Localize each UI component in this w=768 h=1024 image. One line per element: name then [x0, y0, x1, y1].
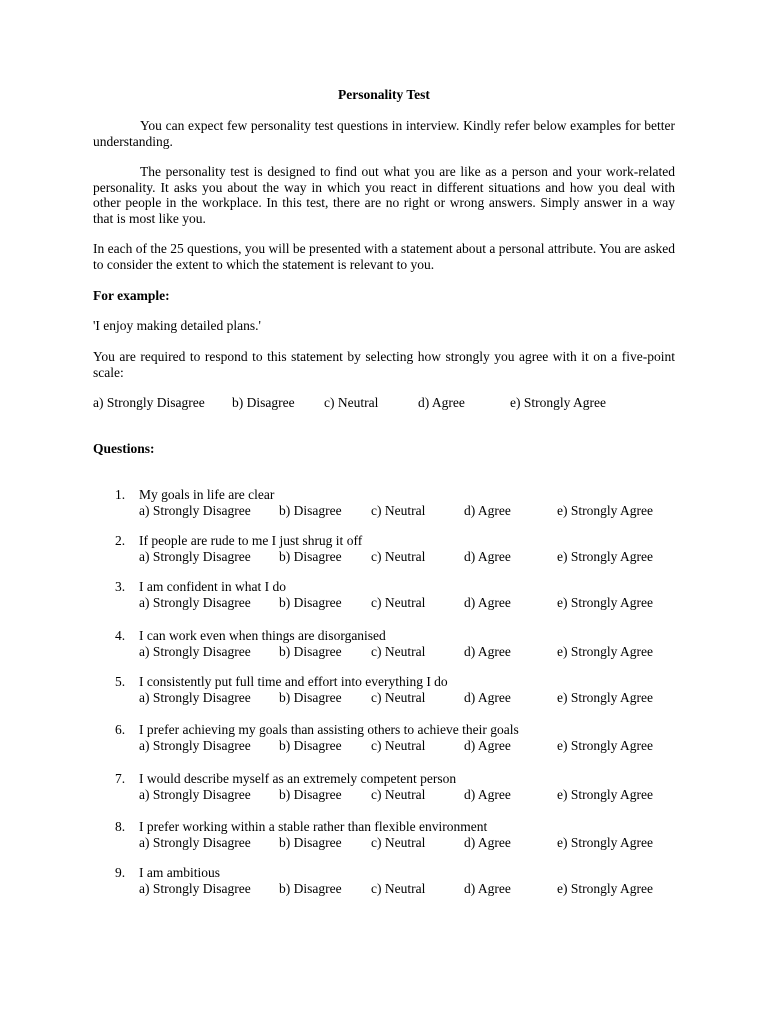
- answer-option: c) Neutral: [371, 643, 426, 659]
- answer-option: d) Agree: [464, 643, 511, 659]
- answer-option: c) Neutral: [371, 594, 426, 610]
- answer-option: c) Neutral: [371, 834, 426, 850]
- example-instruction: You are required to respond to this statement by selecting how strongly you agree with it on a five-point scale:: [93, 349, 675, 380]
- answer-option: e) Strongly Agree: [557, 689, 653, 705]
- answer-option: a) Strongly Disagree: [139, 502, 251, 518]
- answer-option: b) Disagree: [279, 643, 342, 659]
- scale-option: d) Agree: [418, 395, 465, 410]
- answer-option: a) Strongly Disagree: [139, 594, 251, 610]
- question-text: I consistently put full time and effort into everything I do: [139, 674, 448, 689]
- question-number: 4.: [115, 628, 126, 643]
- answer-option: c) Neutral: [371, 502, 426, 518]
- answer-option: b) Disagree: [279, 548, 342, 564]
- answer-option: e) Strongly Agree: [557, 502, 653, 518]
- answer-option: d) Agree: [464, 689, 511, 705]
- answer-option: a) Strongly Disagree: [139, 689, 251, 705]
- question-text: My goals in life are clear: [139, 487, 275, 502]
- question-number: 6.: [115, 722, 126, 737]
- answer-option: d) Agree: [464, 548, 511, 564]
- answer-option: d) Agree: [464, 737, 511, 753]
- answer-option: a) Strongly Disagree: [139, 834, 251, 850]
- question-text: I am confident in what I do: [139, 579, 286, 594]
- answer-option: a) Strongly Disagree: [139, 786, 251, 802]
- answer-option: a) Strongly Disagree: [139, 880, 251, 896]
- answer-option: b) Disagree: [279, 689, 342, 705]
- answer-option: d) Agree: [464, 786, 511, 802]
- answer-options: [139, 787, 699, 803]
- intro-paragraph-1: You can expect few personality test questions in interview. Kindly refer below examples for better understanding.: [93, 118, 675, 149]
- answer-options: [139, 644, 699, 660]
- question-number: 3.: [115, 579, 126, 594]
- answer-options: [139, 690, 699, 706]
- questions-heading: Questions:: [93, 441, 155, 456]
- question-text: I would describe myself as an extremely competent person: [139, 771, 457, 786]
- question-number: 1.: [115, 487, 126, 502]
- answer-option: e) Strongly Agree: [557, 880, 653, 896]
- question-number: 2.: [115, 533, 126, 548]
- answer-option: d) Agree: [464, 502, 511, 518]
- question-text: I prefer working within a stable rather than flexible environment: [139, 819, 488, 834]
- answer-option: c) Neutral: [371, 689, 426, 705]
- answer-option: d) Agree: [464, 880, 511, 896]
- question-text: I am ambitious: [139, 865, 220, 880]
- scale-option: b) Disagree: [232, 395, 295, 410]
- example-statement: 'I enjoy making detailed plans.': [93, 318, 261, 333]
- answer-option: b) Disagree: [279, 880, 342, 896]
- answer-option: e) Strongly Agree: [557, 786, 653, 802]
- answer-option: a) Strongly Disagree: [139, 548, 251, 564]
- answer-options: [139, 595, 699, 611]
- answer-option: d) Agree: [464, 594, 511, 610]
- question-number: 7.: [115, 771, 126, 786]
- answer-option: b) Disagree: [279, 737, 342, 753]
- answer-option: e) Strongly Agree: [557, 834, 653, 850]
- answer-option: d) Agree: [464, 834, 511, 850]
- question-text: I can work even when things are disorganised: [139, 628, 386, 643]
- question-text: If people are rude to me I just shrug it off: [139, 533, 363, 548]
- answer-option: c) Neutral: [371, 880, 426, 896]
- answer-option: b) Disagree: [279, 786, 342, 802]
- answer-option: c) Neutral: [371, 737, 426, 753]
- answer-options: [139, 549, 699, 565]
- question-number: 5.: [115, 674, 126, 689]
- answer-options: [139, 503, 699, 519]
- scale-option: e) Strongly Agree: [510, 395, 606, 410]
- answer-option: c) Neutral: [371, 548, 426, 564]
- answer-options: [139, 881, 699, 897]
- answer-option: a) Strongly Disagree: [139, 737, 251, 753]
- intro-paragraph-2: The personality test is designed to find out what you are like as a person and your work-related personality. It asks you about the way in which you react in different situations and how you deal with other people in the workplace. In this test, there are no right or wrong answers. Simply answer in a way that is most like you.: [93, 164, 675, 226]
- answer-option: e) Strongly Agree: [557, 643, 653, 659]
- question-number: 9.: [115, 865, 126, 880]
- example-heading: For example:: [93, 288, 170, 303]
- question-number: 8.: [115, 819, 126, 834]
- answer-options: [139, 835, 699, 851]
- answer-option: b) Disagree: [279, 834, 342, 850]
- example-scale-options: [93, 395, 693, 411]
- answer-option: e) Strongly Agree: [557, 548, 653, 564]
- answer-option: a) Strongly Disagree: [139, 643, 251, 659]
- answer-option: e) Strongly Agree: [557, 737, 653, 753]
- answer-option: b) Disagree: [279, 594, 342, 610]
- answer-options: [139, 738, 699, 754]
- answer-option: c) Neutral: [371, 786, 426, 802]
- answer-option: e) Strongly Agree: [557, 594, 653, 610]
- scale-option: c) Neutral: [324, 395, 379, 410]
- answer-option: b) Disagree: [279, 502, 342, 518]
- intro-paragraph-3: In each of the 25 questions, you will be presented with a statement about a personal attribute. You are asked to consider the extent to which the statement is relevant to you.: [93, 241, 675, 272]
- scale-option: a) Strongly Disagree: [93, 395, 205, 410]
- question-text: I prefer achieving my goals than assisting others to achieve their goals: [139, 722, 519, 737]
- page-title: Personality Test: [338, 87, 430, 102]
